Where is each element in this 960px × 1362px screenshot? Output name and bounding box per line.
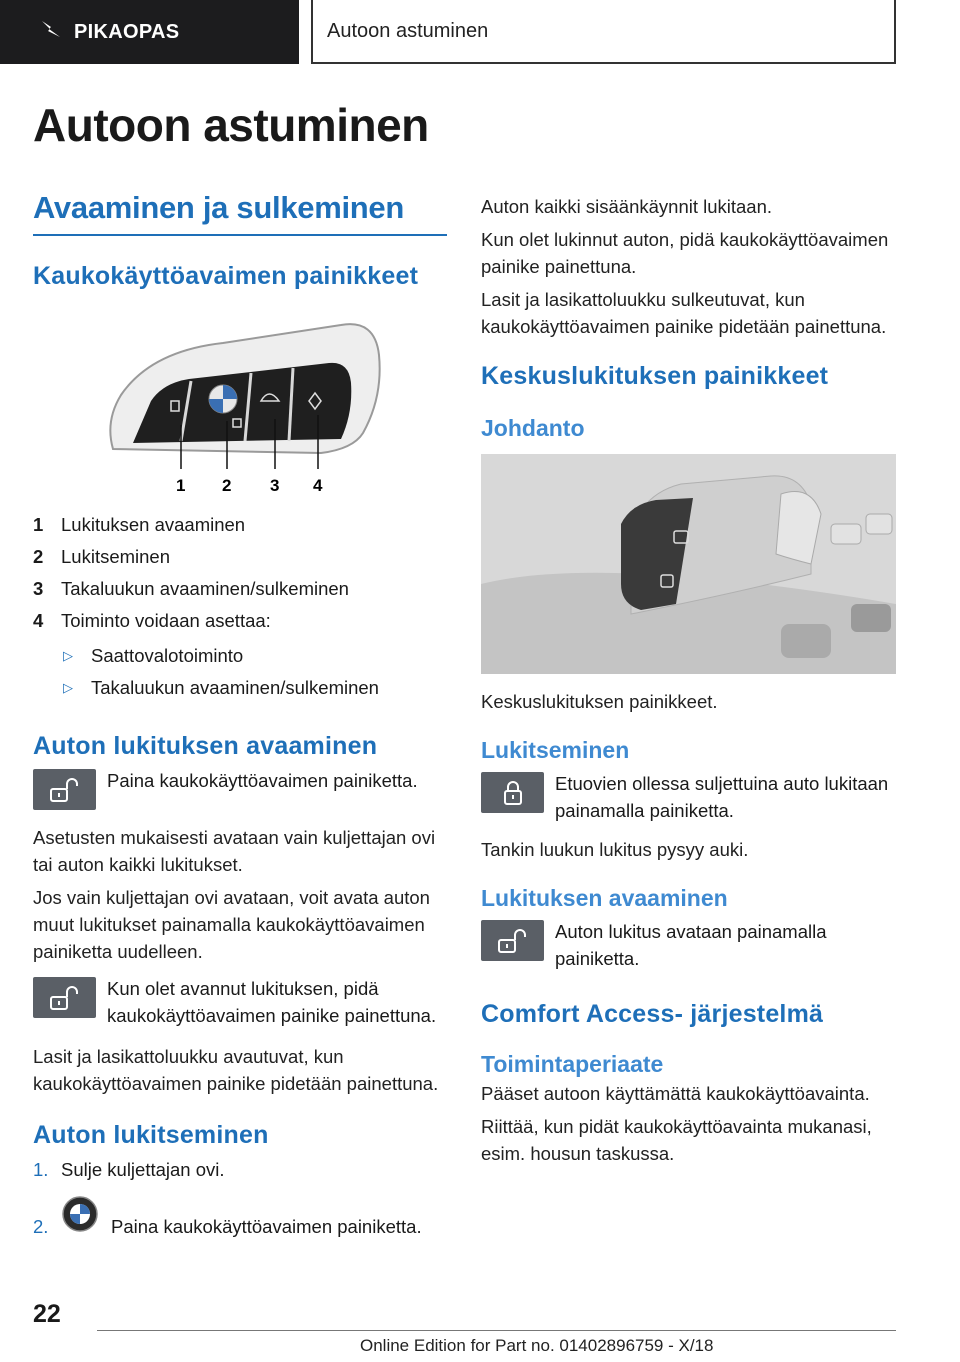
lock-step: 1. Sulje kuljettajan ovi. <box>33 1159 225 1180</box>
comfort-access-heading: Comfort Access- järjestelmä <box>481 1000 824 1028</box>
unlock-heading: Auton lukituksen avaaminen <box>33 732 378 760</box>
list-item: 2 Lukitseminen <box>33 546 171 567</box>
central-locking-buttons-photo <box>481 454 896 674</box>
triangle-bullet-icon: ▷ <box>63 648 73 663</box>
right-column <box>481 193 896 1167</box>
principle-heading: Toimintaperiaate <box>481 1051 664 1077</box>
bmw-logo-icon <box>61 1195 99 1240</box>
paragraph: Tankin luukun lukitus pysyy auki. <box>481 839 749 860</box>
fob-buttons-list <box>33 509 447 704</box>
paragraph: Lasit ja lasikattoluukku avautuvat, kun kaukokäyttöavaimen painike pidetään painettuna. <box>33 1046 439 1094</box>
fob-callout: 2 <box>222 476 232 495</box>
lock-text: Etuovien ollessa suljettuina auto lukitaan painamalla painiketta. <box>555 773 889 821</box>
page-number: 22 <box>33 1300 61 1328</box>
sub-list-item: ▷ Takaluukun avaaminen/sulkeminen <box>33 672 447 704</box>
photo-caption: Keskuslukituksen painikkeet. <box>481 691 718 712</box>
header-section <box>311 0 896 64</box>
header-tab[interactable] <box>0 0 299 64</box>
unlock-button-icon <box>481 920 544 961</box>
page-title: Autoon astuminen <box>33 99 429 151</box>
unlock-text: Auton lukitus avataan painamalla painiketta. <box>555 921 827 969</box>
footer-divider <box>97 1330 896 1331</box>
header-tab-label: PIKAOPAS <box>74 20 180 43</box>
fob-buttons-heading: Kaukokäyttöavaimen painikkeet <box>33 262 419 290</box>
intro-heading: Johdanto <box>481 415 585 441</box>
lock-instruction <box>481 770 896 824</box>
lock-heading: Auton lukitseminen <box>33 1121 269 1149</box>
paragraph: Lasit ja lasikattoluukku sulkeutuvat, kun kaukokäyttöavaimen painike pidetään painettuna. <box>481 289 887 337</box>
fob-callout: 3 <box>270 476 280 495</box>
footer-edition: Online Edition for Part no. 01402896759 - X/18 <box>360 1336 714 1355</box>
list-item: 4 Toiminto voidaan asettaa: <box>33 610 271 631</box>
unlock-instruction <box>481 918 896 972</box>
central-lock-heading: Keskuslukituksen painikkeet <box>481 362 829 390</box>
paragraph: Riittää, kun pidät kaukokäyttöavainta mukanasi, esim. housun taskussa. <box>481 1116 872 1164</box>
unlock-button-icon <box>33 769 96 810</box>
key-fob-illustration <box>93 321 383 501</box>
paragraph: Kun olet lukinnut auton, pidä kaukokäyttöavaimen painike painettuna. <box>481 229 889 277</box>
lock-step: 2. Paina kaukokäyttöavaimen painiketta. <box>33 1195 447 1240</box>
paragraph: Auton kaikki sisäänkäynnit lukitaan. <box>481 196 773 217</box>
left-column <box>33 190 447 1240</box>
header-section-label: Autoon astuminen <box>327 19 489 42</box>
list-item: 3 Takaluukun avaaminen/sulkeminen <box>33 578 349 599</box>
unlock-heading: Lukituksen avaaminen <box>481 885 728 911</box>
paragraph: Pääset autoon käyttämättä kaukokäyttöavainta. <box>481 1083 870 1104</box>
unlock-text: Paina kaukokäyttöavaimen painiketta. <box>107 770 418 791</box>
unlock-hold-instruction <box>33 975 447 1029</box>
lock-button-icon <box>481 772 544 813</box>
fob-callout: 1 <box>176 476 186 495</box>
paragraph: Asetusten mukaisesti avataan vain kuljettajan ovi tai auton kaikki lukitukset. <box>33 827 436 875</box>
list-item: 1 Lukituksen avaaminen <box>33 514 246 535</box>
unlock-hold-text: Kun olet avannut lukituksen, pidä kaukokäyttöavaimen painike painettuna. <box>107 978 437 1026</box>
lock-heading: Lukitseminen <box>481 737 630 763</box>
triangle-bullet-icon: ▷ <box>63 680 73 695</box>
fob-callout: 4 <box>313 476 323 495</box>
unlock-instruction <box>33 767 447 810</box>
flash-icon <box>40 18 62 46</box>
sub-list-item: ▷ Saattovalotoiminto <box>33 640 447 672</box>
section-heading: Avaaminen ja sulkeminen <box>33 190 447 236</box>
unlock-button-icon <box>33 977 96 1018</box>
paragraph: Jos vain kuljettajan ovi avataan, voit avata auton muut lukitukset painamalla kaukokäyttöavaimen painiketta uudelleen. <box>33 887 430 962</box>
